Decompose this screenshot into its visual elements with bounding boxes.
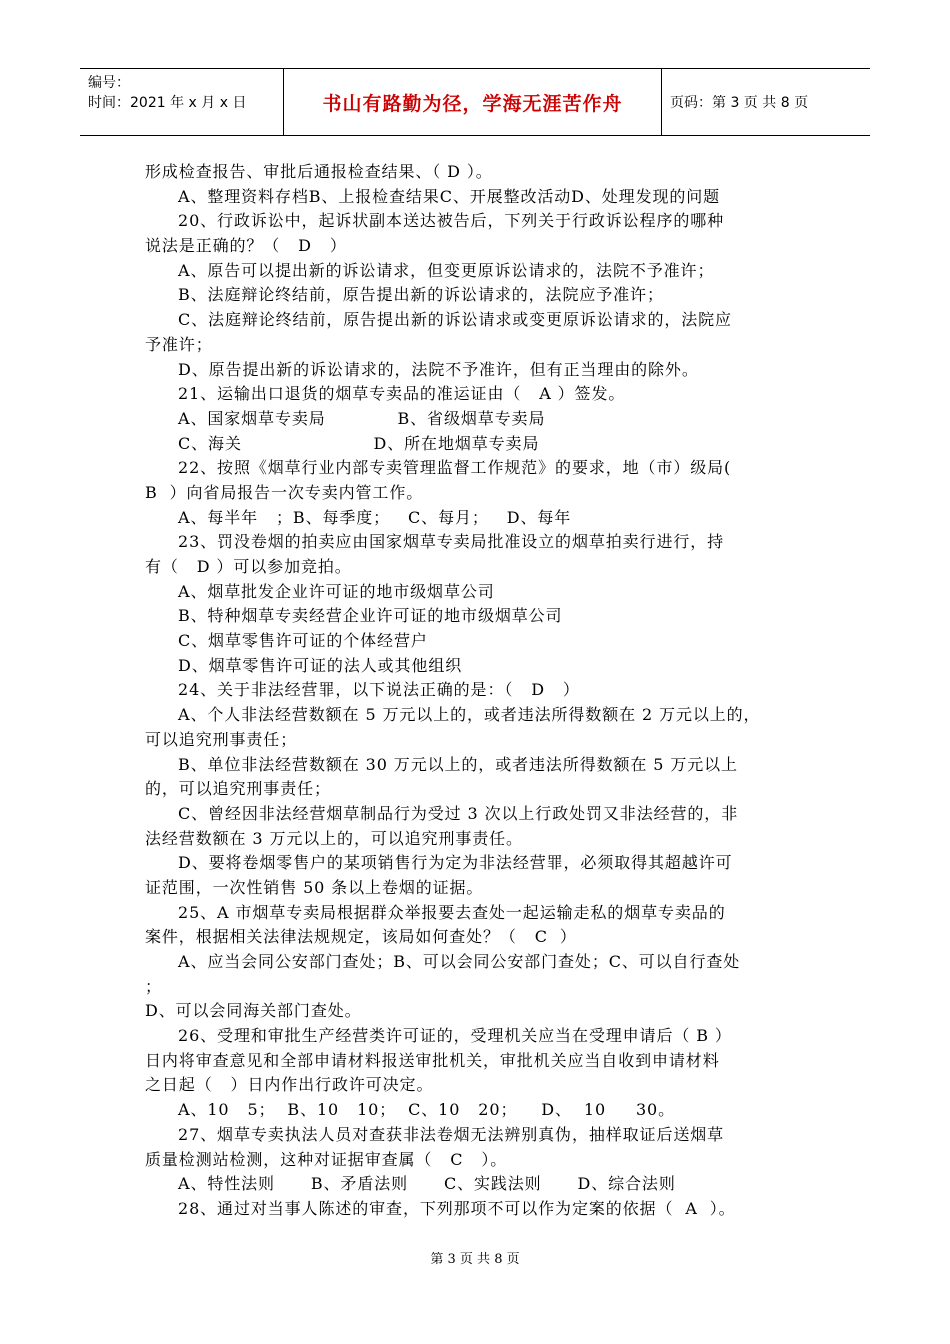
text-line: ；	[145, 976, 162, 996]
text-line: A、特性法则 B、矛盾法则 C、实践法则 D、综合法则	[178, 1174, 676, 1194]
text-line: D、要将卷烟零售户的某项销售行为定为非法经营罪，必须取得其超越许可	[178, 853, 733, 873]
page-footer: 第 3 页 共 8 页	[430, 1252, 520, 1267]
text-line: 质量检测站检测，这种对证据审查属（ C ）。	[145, 1149, 508, 1169]
header-left-cell	[80, 69, 284, 135]
text-line: D、可以会同海关部门查处。	[145, 1001, 362, 1021]
text-line: C、法庭辩论终结前，原告提出新的诉讼请求或变更原诉讼请求的，法院应	[178, 310, 732, 330]
header-motto: 书山有路勤为径，学海无涯苦作舟	[322, 92, 623, 115]
text-line: 法经营数额在 3 万元以上的，可以追究刑事责任。	[145, 828, 523, 848]
text-line: 27、烟草专卖执法人员对查获非法卷烟无法辨别真伪，抽样取证后送烟草	[178, 1124, 725, 1144]
text-line: B、法庭辩论终结前，原告提出新的诉讼请求的，法院应予准许；	[178, 285, 664, 305]
text-line: 可以追究刑事责任；	[145, 729, 298, 749]
text-line: 26、受理和审批生产经营类许可证的，受理机关应当在受理申请后（ B ）	[178, 1026, 732, 1046]
text-line: 的，可以追究刑事责任；	[145, 779, 331, 799]
text-line: 25、A 市烟草专卖局根据群众举报要去查处一起运输走私的烟草专卖品的	[178, 902, 726, 922]
text-line: A、烟草批发企业许可证的地市级烟草公司	[178, 581, 495, 601]
text-line: 28、通过对当事人陈述的审查，下列那项不可以作为定案的依据（ A ）。	[178, 1198, 736, 1218]
text-line: 24、关于非法经营罪，以下说法正确的是：（ D ）	[178, 680, 580, 700]
text-line: A、国家烟草专卖局 B、省级烟草专卖局	[178, 408, 546, 428]
text-line: A、应当会同公安部门查处；B、可以会同公安部门查处；C、可以自行查处	[178, 952, 741, 971]
text-line: 之日起（ ）日内作出行政许可决定。	[145, 1075, 434, 1095]
header-page-info: 页码：第 3 页 共 8 页	[670, 95, 809, 111]
text-line: 形成检查报告、审批后通报检查结果、（ D ）。	[145, 162, 493, 181]
text-line: 23、罚没卷烟的拍卖应由国家烟草专卖局批准设立的烟草拍卖行进行，持	[178, 532, 725, 552]
text-line: A、整理资料存档B、上报检查结果C、开展整改活动D、处理发现的问题	[178, 186, 721, 206]
text-line: A、每半年 ；B、每季度； C、每月； D、每年	[178, 507, 572, 527]
text-line: B、特种烟草专卖经营企业许可证的地市级烟草公司	[178, 606, 563, 626]
document-body	[145, 160, 805, 1222]
text-line: C、曾经因非法经营烟草制品行为受过 3 次以上行政处罚又非法经营的，非	[178, 803, 739, 823]
document-number-label: 编号：	[88, 75, 130, 91]
text-line: 证范围，一次性销售 50 条以上卷烟的证据。	[145, 877, 484, 897]
text-line: 案件，根据相关法律法规规定，该局如何查处？（ C ）	[145, 927, 577, 947]
text-line: 有（ D ）可以参加竞拍。	[145, 557, 352, 576]
text-line: D、原告提出新的诉讼请求的，法院不予准许，但有正当理由的除外。	[178, 359, 699, 379]
page-header	[80, 68, 870, 136]
text-line: C、烟草零售许可证的个体经营户	[178, 631, 428, 651]
header-right-cell	[662, 69, 870, 135]
text-line: A、个人非法经营数额在 5 万元以上的，或者违法所得数额在 2 万元以上的，	[178, 705, 761, 725]
text-line: B ）向省局报告一次专卖内管工作。	[145, 482, 424, 502]
text-line: A、原告可以提出新的诉讼请求，但变更原诉讼请求的，法院不予准许；	[178, 260, 715, 280]
text-line: A、10 5； B、10 10； C、10 20； D、 10 30。	[178, 1100, 676, 1120]
text-line: 日内将审查意见和全部申请材料报送审批机关，审批机关应当自收到申请材料	[145, 1050, 720, 1070]
text-line: D、烟草零售许可证的法人或其他组织	[178, 655, 463, 675]
text-line: 20、行政诉讼中，起诉状副本送达被告后，下列关于行政诉讼程序的哪种	[178, 211, 725, 231]
document-date-label: 时间：2021 年 x 月 x 日	[88, 95, 247, 111]
text-line: C、海关 D、所在地烟草专卖局	[178, 433, 540, 453]
text-line: 22、按照《烟草行业内部专卖管理监督工作规范》的要求，地（市）级局(	[178, 458, 732, 478]
text-line: 予准许；	[145, 334, 213, 354]
text-line: 21、运输出口退货的烟草专卖品的准运证由（ A ）签发。	[178, 384, 626, 404]
text-line: B、单位非法经营数额在 30 万元以上的，或者违法所得数额在 5 万元以上	[178, 754, 738, 774]
header-center-cell	[284, 69, 662, 135]
text-line: 说法是正确的？（ D ）	[145, 236, 347, 256]
